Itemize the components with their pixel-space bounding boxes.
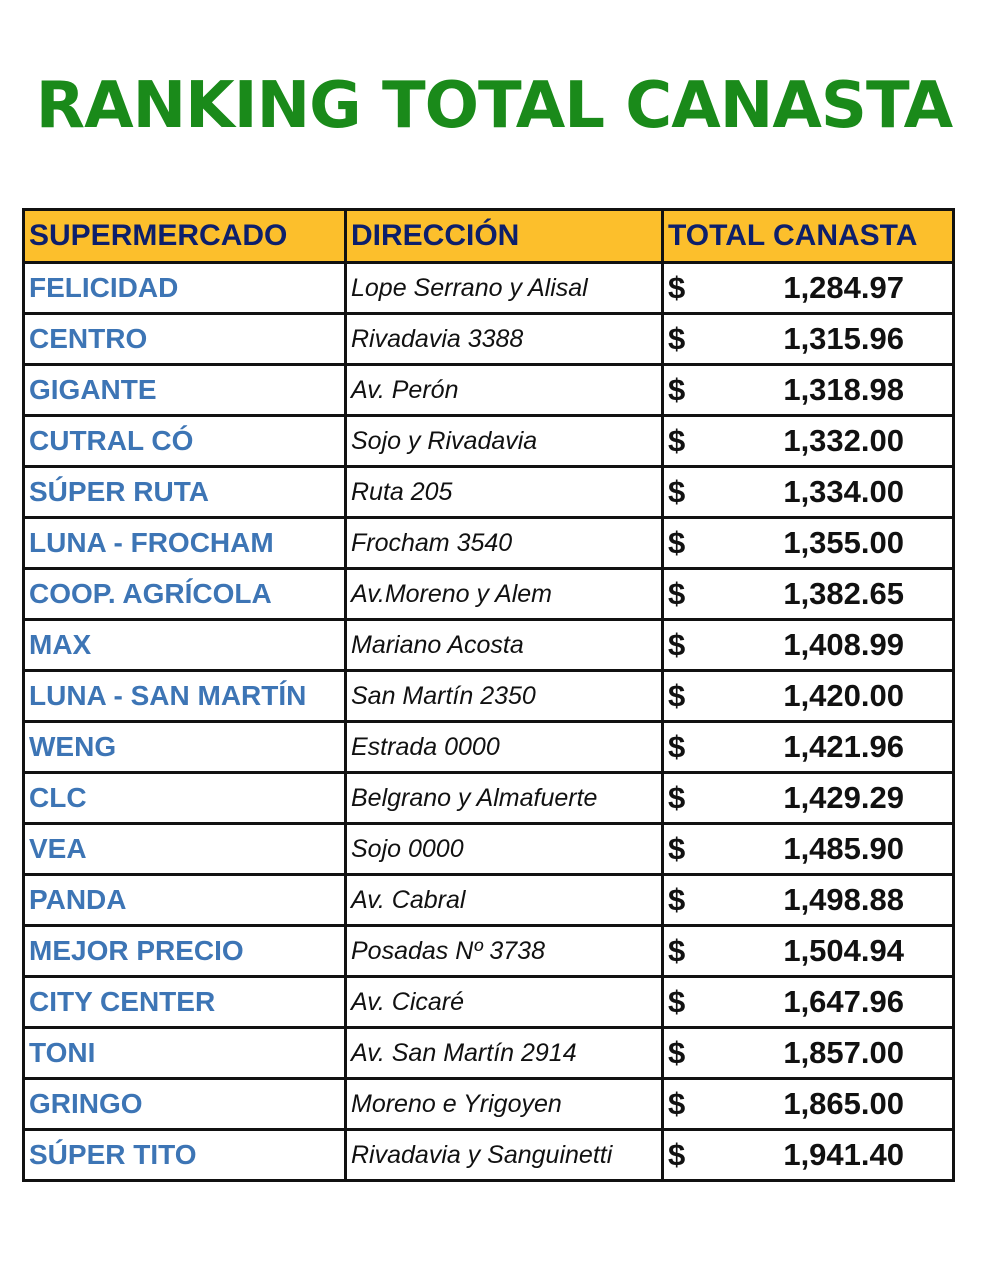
supermarket-address: Av. Perón	[346, 365, 663, 416]
supermarket-address: Sojo y Rivadavia	[346, 416, 663, 467]
basket-total-amount: 1,498.88	[783, 882, 904, 917]
supermarket-name: LUNA - SAN MARTÍN	[24, 671, 346, 722]
basket-total-cell	[663, 365, 954, 416]
supermarket-name: FELICIDAD	[24, 263, 346, 314]
supermarket-address: Estrada 0000	[346, 722, 663, 773]
supermarket-address: Av. Cicaré	[346, 977, 663, 1028]
supermarket-name: CITY CENTER	[24, 977, 346, 1028]
currency-symbol: $	[668, 1137, 686, 1172]
table-row	[24, 314, 954, 365]
currency-symbol: $	[668, 372, 686, 407]
basket-total-amount: 1,355.00	[783, 525, 904, 560]
table-row	[24, 365, 954, 416]
supermarket-name: TONI	[24, 1028, 346, 1079]
supermarket-address: Rivadavia 3388	[346, 314, 663, 365]
column-header-total-canasta: TOTAL CANASTA	[663, 210, 954, 263]
currency-symbol: $	[668, 882, 686, 917]
table-header-row	[24, 210, 954, 263]
basket-total-amount: 1,420.00	[783, 678, 904, 713]
currency-symbol: $	[668, 525, 686, 560]
table-row	[24, 875, 954, 926]
basket-total-cell	[663, 518, 954, 569]
basket-total-cell	[663, 569, 954, 620]
table-row	[24, 518, 954, 569]
supermarket-address: Av. San Martín 2914	[346, 1028, 663, 1079]
currency-symbol: $	[668, 831, 686, 866]
supermarket-name: SÚPER TITO	[24, 1130, 346, 1181]
basket-total-cell	[663, 824, 954, 875]
supermarket-name: CLC	[24, 773, 346, 824]
basket-total-amount: 1,865.00	[783, 1086, 904, 1121]
supermarket-address: Belgrano y Almafuerte	[346, 773, 663, 824]
currency-symbol: $	[668, 1086, 686, 1121]
basket-total-cell	[663, 620, 954, 671]
supermarket-address: Mariano Acosta	[346, 620, 663, 671]
basket-total-cell	[663, 314, 954, 365]
currency-symbol: $	[668, 627, 686, 662]
currency-symbol: $	[668, 984, 686, 1019]
basket-total-cell	[663, 1028, 954, 1079]
supermarket-name: VEA	[24, 824, 346, 875]
currency-symbol: $	[668, 321, 686, 356]
supermarket-name: PANDA	[24, 875, 346, 926]
supermarket-name: GIGANTE	[24, 365, 346, 416]
table-row	[24, 926, 954, 977]
basket-total-amount: 1,857.00	[783, 1035, 904, 1070]
ranking-table	[22, 208, 955, 1182]
table-row	[24, 1079, 954, 1130]
basket-total-amount: 1,332.00	[783, 423, 904, 458]
basket-total-cell	[663, 875, 954, 926]
table-row	[24, 1130, 954, 1181]
supermarket-address: Lope Serrano y Alisal	[346, 263, 663, 314]
currency-symbol: $	[668, 270, 686, 305]
supermarket-name: MAX	[24, 620, 346, 671]
basket-total-cell	[663, 1079, 954, 1130]
supermarket-name: MEJOR PRECIO	[24, 926, 346, 977]
supermarket-name: CENTRO	[24, 314, 346, 365]
column-header-supermercado: SUPERMERCADO	[24, 210, 346, 263]
table-row	[24, 416, 954, 467]
table-row	[24, 569, 954, 620]
supermarket-name: GRINGO	[24, 1079, 346, 1130]
table-row	[24, 620, 954, 671]
basket-total-cell	[663, 416, 954, 467]
supermarket-name: LUNA - FROCHAM	[24, 518, 346, 569]
basket-total-amount: 1,941.40	[783, 1137, 904, 1172]
basket-total-amount: 1,485.90	[783, 831, 904, 866]
basket-total-cell	[663, 773, 954, 824]
currency-symbol: $	[668, 423, 686, 458]
column-header-direccion: DIRECCIÓN	[346, 210, 663, 263]
supermarket-address: Rivadavia y Sanguinetti	[346, 1130, 663, 1181]
supermarket-address: Sojo 0000	[346, 824, 663, 875]
supermarket-name: SÚPER RUTA	[24, 467, 346, 518]
basket-total-cell	[663, 467, 954, 518]
supermarket-address: Av.Moreno y Alem	[346, 569, 663, 620]
supermarket-address: Frocham 3540	[346, 518, 663, 569]
basket-total-amount: 1,429.29	[783, 780, 904, 815]
basket-total-amount: 1,318.98	[783, 372, 904, 407]
page-title: RANKING TOTAL CANASTA	[35, 69, 953, 143]
currency-symbol: $	[668, 1035, 686, 1070]
supermarket-address: Posadas Nº 3738	[346, 926, 663, 977]
basket-total-amount: 1,284.97	[783, 270, 904, 305]
basket-total-cell	[663, 977, 954, 1028]
currency-symbol: $	[668, 729, 686, 764]
basket-total-cell	[663, 926, 954, 977]
currency-symbol: $	[668, 576, 686, 611]
basket-total-amount: 1,334.00	[783, 474, 904, 509]
basket-total-amount: 1,315.96	[783, 321, 904, 356]
supermarket-address: Av. Cabral	[346, 875, 663, 926]
table-row	[24, 722, 954, 773]
table-row	[24, 263, 954, 314]
basket-total-cell	[663, 263, 954, 314]
currency-symbol: $	[668, 933, 686, 968]
supermarket-address: San Martín 2350	[346, 671, 663, 722]
basket-total-cell	[663, 722, 954, 773]
supermarket-address: Moreno e Yrigoyen	[346, 1079, 663, 1130]
basket-total-cell	[663, 671, 954, 722]
table-row	[24, 773, 954, 824]
table-row	[24, 824, 954, 875]
basket-total-amount: 1,421.96	[783, 729, 904, 764]
supermarket-name: COOP. AGRÍCOLA	[24, 569, 346, 620]
table-row	[24, 1028, 954, 1079]
basket-total-amount: 1,504.94	[783, 933, 904, 968]
currency-symbol: $	[668, 678, 686, 713]
currency-symbol: $	[668, 474, 686, 509]
basket-total-amount: 1,647.96	[783, 984, 904, 1019]
table-row	[24, 671, 954, 722]
currency-symbol: $	[668, 780, 686, 815]
supermarket-name: WENG	[24, 722, 346, 773]
basket-total-amount: 1,382.65	[783, 576, 904, 611]
supermarket-address: Ruta 205	[346, 467, 663, 518]
table-row	[24, 977, 954, 1028]
basket-total-cell	[663, 1130, 954, 1181]
basket-total-amount: 1,408.99	[783, 627, 904, 662]
supermarket-name: CUTRAL CÓ	[24, 416, 346, 467]
table-row	[24, 467, 954, 518]
